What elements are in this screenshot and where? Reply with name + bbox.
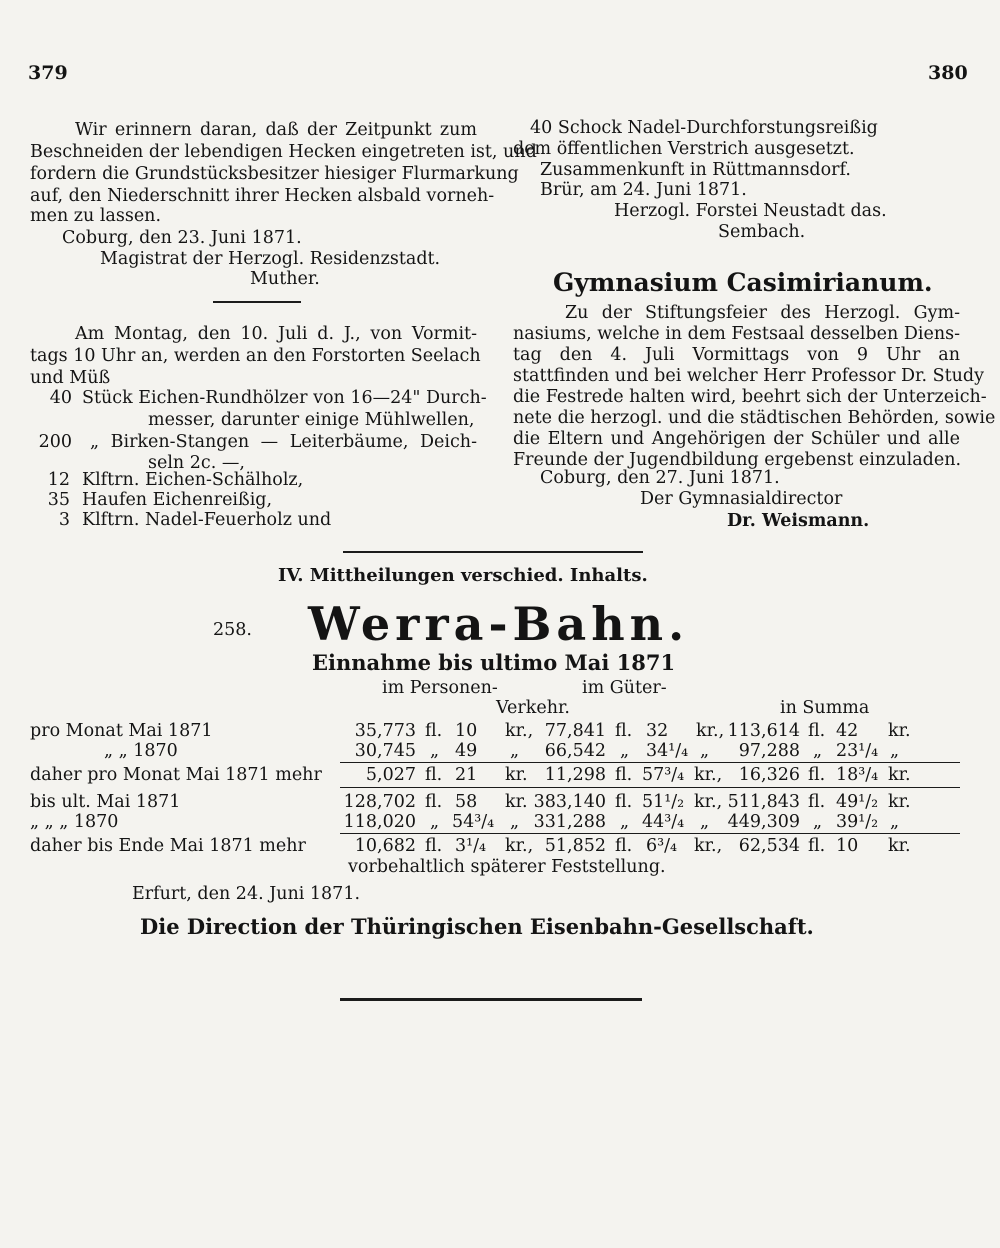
cell-personen-fl: 30,745: [354, 741, 416, 761]
section-heading: IV. Mittheilungen verschied. Inhalts.: [278, 565, 648, 586]
divider: [213, 301, 301, 303]
text-line: dem öffentlichen Verstrich ausgesetzt.: [513, 139, 855, 159]
cell-unit: fl.: [808, 836, 826, 856]
text-line: Am Montag, den 10. Juli d. J., von Vormit-: [75, 324, 477, 344]
cell-unit: „: [700, 741, 710, 761]
cell-personen-fl: 118,020: [343, 812, 416, 832]
col-header-personen: im Personen-: [382, 678, 498, 698]
item-text: „ Birken-Stangen — Leiterbäume, Deich-: [90, 432, 477, 452]
section-divider: [343, 551, 643, 553]
cell-summa-kr: 42: [836, 721, 859, 741]
cell-summa-kr: 23¹/₄: [836, 741, 879, 761]
item-text: Klftrn. Nadel-Feuerholz und: [82, 510, 332, 530]
col-header-verkehr: Verkehr.: [496, 698, 570, 718]
cell-unit: fl.: [808, 792, 826, 812]
notice-signature: Dr. Weismann.: [727, 511, 870, 531]
cell-personen-fl: 5,027: [365, 765, 416, 785]
cell-unit: „: [510, 741, 520, 761]
cell-unit: kr.,: [505, 836, 534, 856]
cell-summa-fl: 449,309: [727, 812, 800, 832]
cell-gueter-fl: 11,298: [544, 765, 606, 785]
notice-role: Der Gymnasialdirector: [640, 489, 843, 509]
werra-bahn-title: Werra-Bahn.: [308, 597, 690, 651]
item-qty: 35: [47, 490, 70, 510]
cell-personen-kr: 10: [455, 721, 478, 741]
text-line: 40 Schock Nadel-Durchforstungsreißig: [530, 118, 878, 138]
item-qty: 3: [58, 510, 70, 530]
notice-authority: Magistrat der Herzogl. Residenzstadt.: [100, 249, 441, 269]
text-line: die Eltern und Angehörigen der Schüler und alle: [513, 429, 960, 449]
cell-unit: fl.: [425, 765, 443, 785]
cell-unit: kr.: [888, 765, 911, 785]
cell-summa-fl: 511,843: [727, 792, 800, 812]
notice-signature: Muther.: [250, 269, 320, 289]
cell-unit: kr.,: [696, 721, 725, 741]
row-label: bis ult. Mai 1871: [30, 792, 181, 812]
cell-unit: „: [813, 741, 823, 761]
cell-gueter-kr: 32: [646, 721, 669, 741]
section-signature: Die Direction der Thüringischen Eisenbahn-Gesellschaft.: [140, 914, 814, 939]
row-label: daher pro Monat Mai 1871 mehr: [30, 765, 322, 785]
cell-personen-kr: 54³/₄: [452, 812, 495, 832]
col-header-summa: in Summa: [780, 698, 870, 718]
cell-unit: kr.,: [694, 836, 723, 856]
text-line: Zusammenkunft in Rüttmannsdorf.: [540, 160, 851, 180]
row-label: „ „ „ 1870: [30, 812, 119, 832]
cell-unit: kr.,: [694, 765, 723, 785]
row-label: daher bis Ende Mai 1871 mehr: [30, 836, 306, 856]
cell-unit: kr.: [888, 721, 911, 741]
table-subtitle: Einnahme bis ultimo Mai 1871: [312, 650, 676, 675]
cell-gueter-kr: 51¹/₂: [642, 792, 685, 812]
cell-summa-fl: 16,326: [738, 765, 800, 785]
text-line: auf, den Niederschnitt ihrer Hecken alsbald vorneh-: [30, 186, 495, 206]
text-line: fordern die Grundstücksbesitzer hiesiger Flurmarkung: [30, 164, 519, 184]
cell-unit: fl.: [425, 721, 443, 741]
cell-unit: „: [620, 812, 630, 832]
cell-gueter-kr: 34¹/₄: [646, 741, 689, 761]
cell-unit: fl.: [615, 792, 633, 812]
item-text: Stück Eichen-Rundhölzer von 16—24" Durch-: [82, 388, 487, 408]
cell-gueter-kr: 44³/₄: [642, 812, 685, 832]
cell-unit: fl.: [615, 836, 633, 856]
table-note: vorbehaltlich späterer Feststellung.: [348, 857, 666, 877]
item-text: Klftrn. Eichen-Schälholz,: [82, 470, 304, 490]
cell-gueter-fl: 77,841: [544, 721, 606, 741]
cell-gueter-fl: 66,542: [544, 741, 606, 761]
table-rule: [340, 762, 960, 763]
row-label: „ „ 1870: [104, 741, 178, 761]
text-line: nete die herzogl. und die städtischen Behörden, sowie: [513, 408, 996, 428]
text-line: nasiums, welche in dem Festsaal desselben Diens-: [513, 324, 960, 344]
cell-unit: fl.: [808, 765, 826, 785]
page-number-right: 380: [928, 62, 968, 84]
text-line: Freunde der Jugendbildung ergebenst einzuladen.: [513, 450, 962, 470]
gymnasium-title: Gymnasium Casimirianum.: [553, 268, 933, 297]
cell-summa-fl: 113,614: [727, 721, 800, 741]
item-text: Haufen Eichenreißig,: [82, 490, 273, 510]
cell-gueter-fl: 51,852: [544, 836, 606, 856]
cell-unit: kr.: [888, 836, 911, 856]
cell-summa-kr: 49¹/₂: [836, 792, 879, 812]
cell-personen-fl: 10,682: [354, 836, 416, 856]
cell-personen-kr: 21: [455, 765, 478, 785]
cell-personen-kr: 58: [455, 792, 478, 812]
table-rule: [340, 787, 960, 788]
text-line: stattfinden und bei welcher Herr Professor Dr. Study: [513, 366, 984, 386]
notice-signature: Sembach.: [718, 222, 806, 242]
row-label: pro Monat Mai 1871: [30, 721, 213, 741]
cell-gueter-fl: 383,140: [533, 792, 606, 812]
cell-gueter-kr: 6³/₄: [646, 836, 678, 856]
text-line: Brür, am 24. Juni 1871.: [540, 180, 747, 200]
text-line: und Müß: [30, 368, 111, 388]
cell-unit: kr.: [505, 792, 528, 812]
text-line: tags 10 Uhr an, werden an den Forstorten Seelach: [30, 346, 481, 366]
cell-unit: fl.: [425, 792, 443, 812]
table-rule: [340, 833, 960, 834]
item-qty: 12: [47, 470, 70, 490]
page-number-left: 379: [28, 62, 68, 84]
text-line: Zu der Stiftungsfeier des Herzogl. Gym-: [565, 303, 960, 323]
cell-unit: kr.,: [694, 792, 723, 812]
cell-unit: „: [813, 812, 823, 832]
item-text: seln 2c. —,: [148, 453, 245, 473]
cell-personen-kr: 49: [455, 741, 478, 761]
text-line: die Festrede halten wird, beehrt sich der Unterzeich-: [513, 387, 987, 407]
cell-unit: „: [430, 741, 440, 761]
notice-authority: Herzogl. Forstei Neustadt das.: [614, 201, 887, 221]
cell-unit: „: [510, 812, 520, 832]
notice-number: 258.: [213, 620, 252, 640]
cell-unit: „: [700, 812, 710, 832]
item-qty: 200: [38, 432, 72, 452]
cell-summa-kr: 39¹/₂: [836, 812, 879, 832]
cell-personen-fl: 35,773: [354, 721, 416, 741]
cell-summa-kr: 10: [836, 836, 859, 856]
cell-unit: kr.,: [505, 721, 534, 741]
cell-summa-fl: 97,288: [738, 741, 800, 761]
cell-gueter-fl: 331,288: [533, 812, 606, 832]
item-qty: 40: [49, 388, 72, 408]
cell-unit: fl.: [425, 836, 443, 856]
cell-unit: fl.: [615, 721, 633, 741]
text-line: Wir erinnern daran, daß der Zeitpunkt zum: [75, 120, 477, 140]
cell-unit: fl.: [808, 721, 826, 741]
text-line: tag den 4. Juli Vormittags von 9 Uhr an: [513, 345, 960, 365]
closing-rule: [340, 998, 642, 1001]
cell-gueter-kr: 57³/₄: [642, 765, 685, 785]
notice-date: Coburg, den 23. Juni 1871.: [62, 228, 302, 248]
cell-unit: „: [620, 741, 630, 761]
cell-summa-kr: 18³/₄: [836, 765, 879, 785]
text-line: men zu lassen.: [30, 206, 162, 226]
item-text: messer, darunter einige Mühlwellen,: [148, 410, 475, 430]
cell-unit: „: [890, 812, 900, 832]
section-date: Erfurt, den 24. Juni 1871.: [132, 884, 361, 904]
cell-unit: „: [890, 741, 900, 761]
cell-unit: kr.: [888, 792, 911, 812]
cell-personen-kr: 3¹/₄: [455, 836, 487, 856]
cell-unit: „: [430, 812, 440, 832]
col-header-gueter: im Güter-: [582, 678, 667, 698]
cell-personen-fl: 128,702: [343, 792, 416, 812]
cell-summa-fl: 62,534: [738, 836, 800, 856]
cell-unit: kr.: [505, 765, 528, 785]
text-line: Beschneiden der lebendigen Hecken eingetreten ist, und: [30, 142, 537, 162]
cell-unit: fl.: [615, 765, 633, 785]
notice-date: Coburg, den 27. Juni 1871.: [540, 468, 780, 488]
